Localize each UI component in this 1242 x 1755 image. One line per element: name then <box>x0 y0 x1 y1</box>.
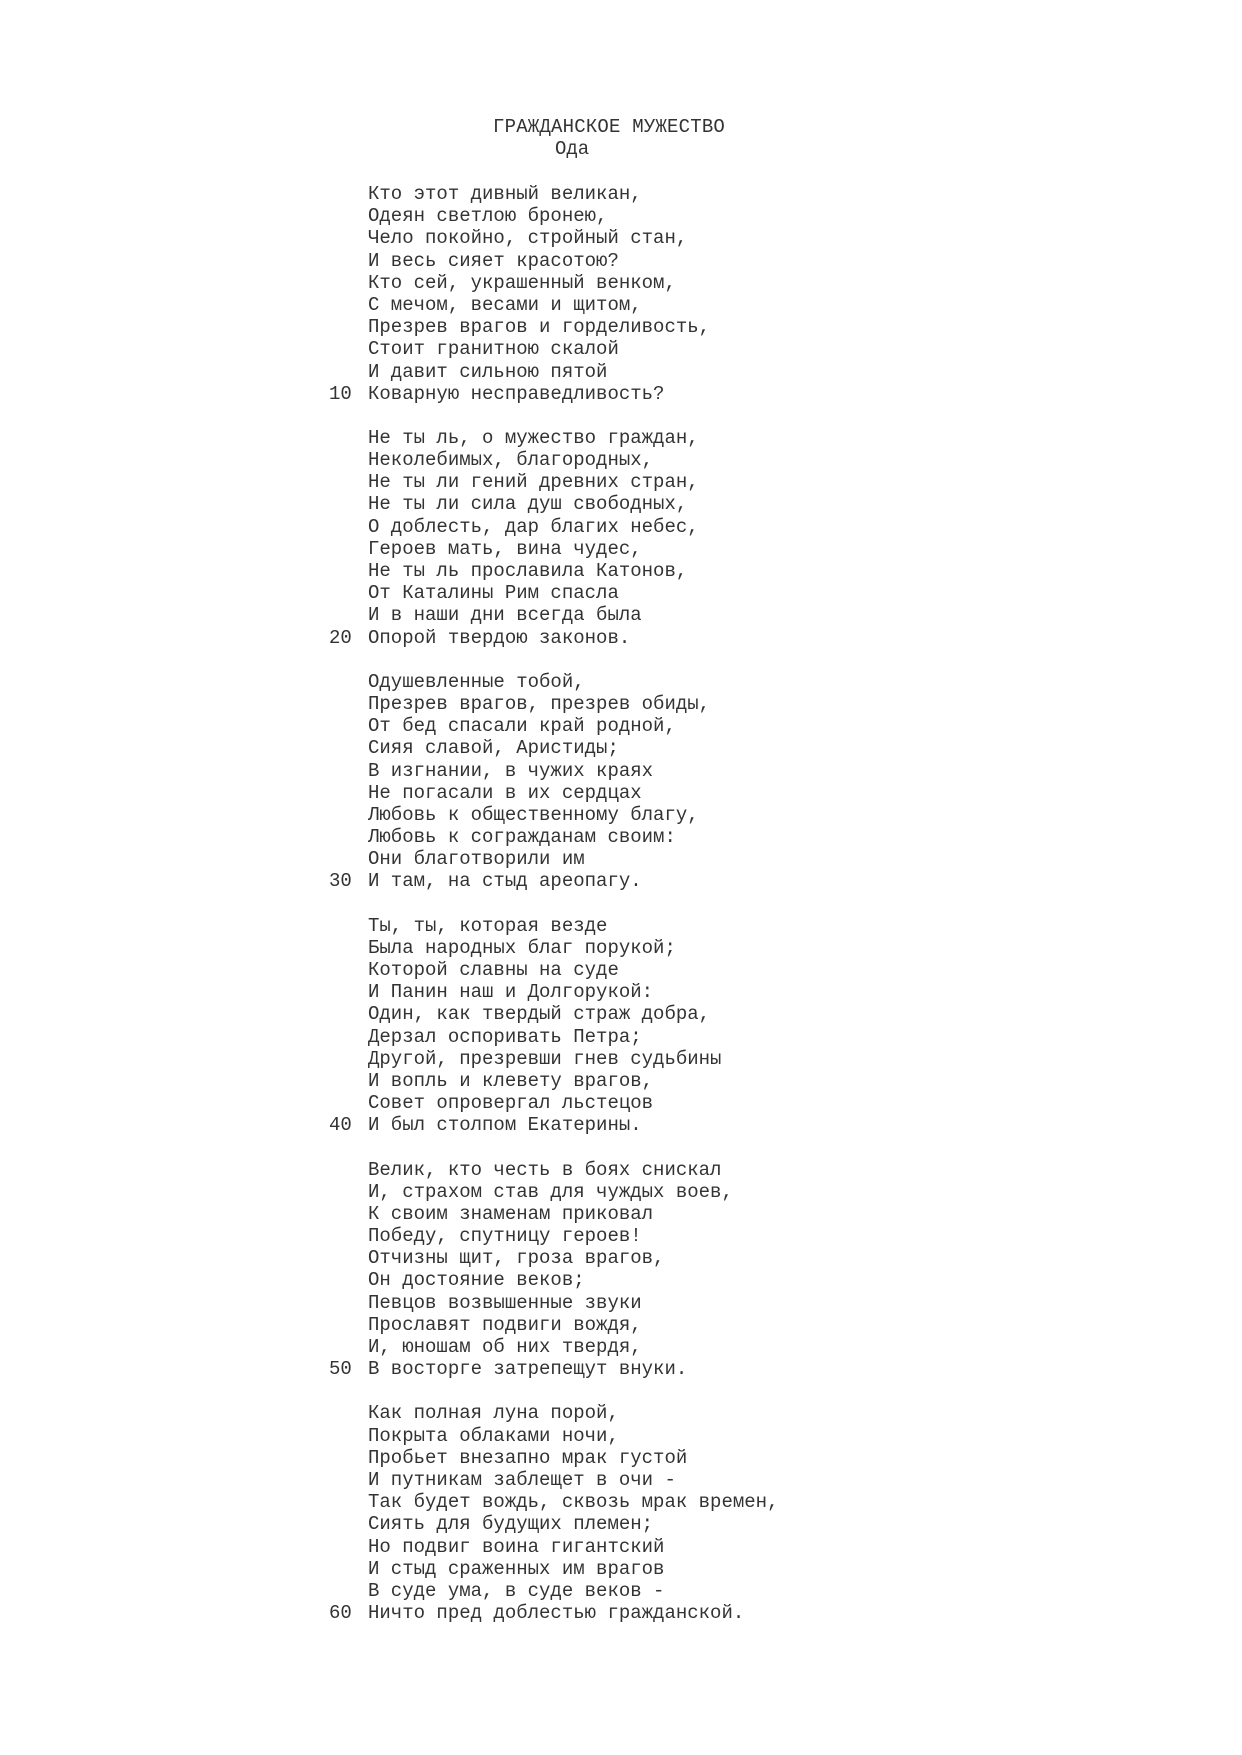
poem-title: ГРАЖДАНСКОЕ МУЖЕСТВО <box>493 116 726 138</box>
poem-line <box>368 1580 1228 1602</box>
poem-line <box>368 1026 1228 1048</box>
poem-line <box>329 870 1228 893</box>
poem-line <box>368 272 1228 294</box>
line-text: О доблесть, дар благих небес, <box>368 515 699 538</box>
poem-line <box>368 1402 1228 1424</box>
poem-line <box>368 715 1228 737</box>
poem-line <box>368 915 1228 937</box>
poem-line <box>368 671 1228 693</box>
poem-line <box>368 737 1228 759</box>
poem-line <box>329 1358 1228 1381</box>
line-text: От Каталины Рим спасла <box>368 582 619 605</box>
line-text: И, юношам об них твердя, <box>368 1336 642 1358</box>
line-text: Отчизны щит, гроза врагов, <box>368 1247 665 1270</box>
line-text: Стоит гранитною скалой <box>368 338 619 361</box>
line-text: Пробьет внезапно мрак густой <box>368 1446 688 1469</box>
poem-line <box>368 294 1228 316</box>
stanza <box>329 183 1228 405</box>
line-text: Ты, ты, которая везде <box>368 914 608 937</box>
poem-line <box>368 493 1228 515</box>
poem-line <box>368 205 1228 227</box>
poem-line <box>329 1602 1228 1625</box>
poem-line <box>329 626 1228 649</box>
poem-line <box>368 471 1228 493</box>
poem-line <box>368 1447 1228 1469</box>
line-text: Кто этот дивный великан, <box>368 183 642 205</box>
line-text: Другой, презревши гнев судьбины <box>368 1047 722 1070</box>
poem-line <box>368 183 1228 205</box>
poem-line <box>368 1425 1228 1447</box>
poem-line <box>368 338 1228 360</box>
line-text: И Панин наш и Долгорукой: <box>368 981 654 1004</box>
line-text: Не ты ль, о мужество граждан, <box>368 426 699 449</box>
poem-line <box>368 1269 1228 1291</box>
line-text: Которой славны на суде <box>368 959 619 981</box>
line-number: 30 <box>329 870 352 893</box>
poem-line <box>368 826 1228 848</box>
poem-line <box>329 1114 1228 1137</box>
line-text: Любовь к общественному благу, <box>368 803 699 826</box>
line-text: Одушевленные тобой, <box>368 670 585 693</box>
line-text: И путникам заблещет в очи - <box>368 1468 676 1491</box>
poem-line <box>368 316 1228 338</box>
line-text: Как полная луна порой, <box>368 1402 619 1425</box>
line-text: Коварную несправедливость? <box>368 382 665 405</box>
line-text: Велик, кто честь в боях снискал <box>368 1158 722 1181</box>
poem-line <box>368 1070 1228 1092</box>
line-text: Один, как твердый страж добра, <box>368 1003 711 1026</box>
line-text: Не ты ли гений древних стран, <box>368 471 699 494</box>
poem-line <box>329 382 1228 405</box>
line-text: Была народных благ порукой; <box>368 936 676 959</box>
poem-line <box>368 1469 1228 1491</box>
line-text: И давит сильною пятой <box>368 360 608 383</box>
line-text: Прославят подвиги вождя, <box>368 1313 642 1336</box>
poem-line <box>368 981 1228 1003</box>
poem-line <box>368 1336 1228 1358</box>
poem-line <box>368 449 1228 471</box>
stanza <box>329 914 1228 1137</box>
line-text: В восторге затрепещут внуки. <box>368 1358 688 1381</box>
poem-line <box>368 1558 1228 1580</box>
line-text: Кто сей, украшенный венком, <box>368 271 676 294</box>
line-text: Так будет вождь, сквозь мрак времен, <box>368 1491 779 1514</box>
line-text: Победу, спутницу героев! <box>368 1225 642 1248</box>
line-text: Сиять для будущих племен; <box>368 1513 654 1536</box>
line-text: Не ты ли сила душ свободных, <box>368 493 688 516</box>
poem-line <box>368 560 1228 582</box>
line-text: Но подвиг воина гигантский <box>368 1535 665 1558</box>
poem-line <box>368 516 1228 538</box>
poem-line <box>368 1225 1228 1247</box>
poem-line <box>368 1292 1228 1314</box>
line-text: Покрыта облаками ночи, <box>368 1424 619 1447</box>
line-text: Неколебимых, благородных, <box>368 449 654 472</box>
poem-line <box>368 250 1228 272</box>
line-text: Они благотворили им <box>368 848 585 871</box>
poem-line <box>368 1048 1228 1070</box>
line-text: Опорой твердою законов. <box>368 626 631 649</box>
line-number: 60 <box>329 1602 352 1625</box>
line-text: Героев мать, вина чудес, <box>368 537 642 560</box>
line-text: К своим знаменам приковал <box>368 1202 654 1225</box>
line-text: Одеян светлою бронею, <box>368 205 608 228</box>
line-text: От бед спасали край родной, <box>368 715 676 738</box>
line-text: Не погасали в их сердцах <box>368 781 642 804</box>
line-text: Он достояние веков; <box>368 1269 585 1292</box>
poem-line <box>368 1181 1228 1203</box>
poem-line <box>368 1536 1228 1558</box>
poem-line <box>368 427 1228 449</box>
poem-line <box>368 693 1228 715</box>
stanza <box>329 1402 1228 1625</box>
line-text: С мечом, весами и щитом, <box>368 293 642 316</box>
poem-line <box>368 1092 1228 1114</box>
line-text: Любовь к согражданам своим: <box>368 826 676 849</box>
poem-line <box>368 848 1228 870</box>
line-text: Совет опровергал льстецов <box>368 1092 654 1115</box>
line-text: И вопль и клевету врагов, <box>368 1069 654 1092</box>
poem-line <box>368 1314 1228 1336</box>
line-text: И там, на стыд ареопагу. <box>368 870 642 893</box>
poem-line <box>368 1491 1228 1513</box>
poem-line <box>368 582 1228 604</box>
poem-line <box>368 760 1228 782</box>
poem-line <box>368 1203 1228 1225</box>
poem-line <box>368 1159 1228 1181</box>
line-text: И был столпом Екатерины. <box>368 1114 642 1137</box>
line-number: 50 <box>329 1358 352 1381</box>
poem-line <box>368 1513 1228 1535</box>
line-text: Ничто пред доблестью гражданской. <box>368 1602 745 1625</box>
stanza <box>329 670 1228 893</box>
poem-line <box>368 1003 1228 1025</box>
line-text: Чело покойно, стройный стан, <box>368 227 688 250</box>
poem-line <box>368 604 1228 626</box>
line-text: И стыд сраженных им врагов <box>368 1557 665 1580</box>
line-text: Сияя славой, Аристиды; <box>368 737 619 760</box>
line-text: Певцов возвышенные звуки <box>368 1291 642 1314</box>
poem-subtitle: Ода <box>555 138 590 160</box>
stanza <box>329 426 1228 649</box>
line-text: В изгнании, в чужих краях <box>368 759 654 782</box>
poem-line <box>368 804 1228 826</box>
poem-line <box>368 959 1228 981</box>
line-text: Презрев врагов, презрев обиды, <box>368 692 711 715</box>
poem-line <box>368 937 1228 959</box>
line-number: 20 <box>329 626 352 649</box>
line-text: Не ты ль прославила Катонов, <box>368 560 688 582</box>
poem-line <box>368 782 1228 804</box>
poem-line <box>368 227 1228 249</box>
line-text: И весь сияет красотою? <box>368 249 619 272</box>
line-text: В суде ума, в суде веков - <box>368 1579 665 1602</box>
poem-line <box>368 538 1228 560</box>
line-number: 10 <box>329 382 352 405</box>
line-text: Дерзал оспоривать Петра; <box>368 1025 642 1048</box>
line-text: И в наши дни всегда была <box>368 604 642 627</box>
stanza <box>329 1158 1228 1381</box>
line-text: И, страхом став для чуждых воев, <box>368 1180 733 1203</box>
poem-body <box>329 183 1228 1646</box>
poem-line <box>368 1247 1228 1269</box>
line-number: 40 <box>329 1114 352 1137</box>
line-text: Презрев врагов и горделивость, <box>368 316 711 339</box>
poem-line <box>368 361 1228 383</box>
